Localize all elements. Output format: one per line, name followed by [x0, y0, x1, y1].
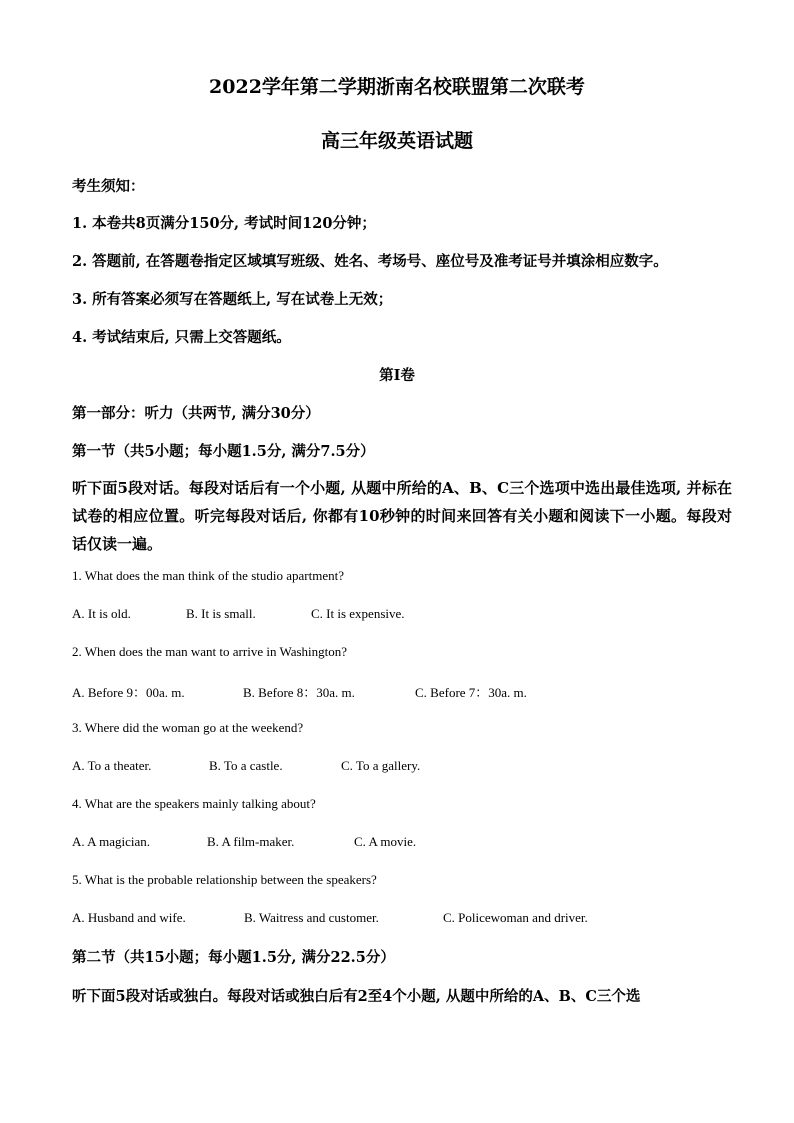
q4-option-c: C. A movie.	[354, 834, 417, 849]
notice-item-3: 3. 所有答案必须写在答题纸上, 写在试卷上无效；	[72, 291, 393, 308]
notice-item-4: 4. 考试结束后, 只需上交答题纸。	[72, 329, 291, 346]
notice-item-2: 2. 答题前, 在答题卷指定区域填写班级、姓名、考场号、座位号及准考证号并填涂相应数字。	[72, 253, 668, 270]
q5-option-a: A. Husband and wife.	[72, 910, 186, 925]
question-1: 1. What does the man think of the studio apartment?	[72, 568, 344, 583]
q4-option-a: A. A magician.	[72, 834, 150, 849]
notice-item-1: 1. 本卷共8页满分150分, 考试时间120分钟；	[72, 215, 376, 232]
q1-option-c: C. It is expensive.	[311, 606, 405, 621]
question-5: 5. What is the probable relationship between the speakers?	[72, 872, 377, 887]
exam-subtitle: 高三年级英语试题	[320, 130, 473, 152]
notice-heading: 考生须知：	[72, 178, 145, 195]
question-4: 4. What are the speakers mainly talking about?	[72, 796, 316, 811]
q3-option-b: B. To a castle.	[209, 758, 283, 773]
section2-instructions: 听下面5段对话或独白。每段对话或独白后有2至4个小题, 从题中所给的A、B、C三个选	[72, 988, 641, 1005]
question-2: 2. When does the man want to arrive in Washington?	[72, 644, 348, 659]
q1-option-a: A. It is old.	[72, 606, 131, 621]
q3-option-a: A. To a theater.	[72, 758, 152, 773]
section1-instructions: 听下面5段对话。每段对话后有一个小题, 从题中所给的A、B、C三个选项中选出最佳选项, 并标在试卷的相应位置。听完每段对话后, 你都有10秒钟的时间来回答有关小题和阅读下一小题。每段对话仅读一遍。	[72, 479, 732, 553]
q2-option-c: C. Before 7：30a. m.	[415, 685, 527, 700]
q3-option-c: C. To a gallery.	[341, 758, 421, 773]
q1-option-b: B. It is small.	[186, 606, 256, 621]
volume-label: 第I卷	[379, 367, 415, 384]
q2-option-b: B. Before 8：30a. m.	[243, 685, 355, 700]
section2-title: 第二节（共15小题；每小题1.5分, 满分22.5分）	[72, 949, 395, 966]
part1-title: 第一部分：听力（共两节, 满分30分）	[72, 405, 320, 422]
exam-title: 2022学年第二学期浙南名校联盟第二次联考	[209, 76, 585, 98]
q5-option-c: C. Policewoman and driver.	[443, 910, 588, 925]
q2-option-a: A. Before 9：00a. m.	[72, 685, 185, 700]
question-3: 3. Where did the woman go at the weekend?	[72, 720, 304, 735]
q5-option-b: B. Waitress and customer.	[244, 910, 379, 925]
q4-option-b: B. A film-maker.	[207, 834, 295, 849]
section1-title: 第一节（共5小题；每小题1.5分, 满分7.5分）	[72, 443, 375, 460]
